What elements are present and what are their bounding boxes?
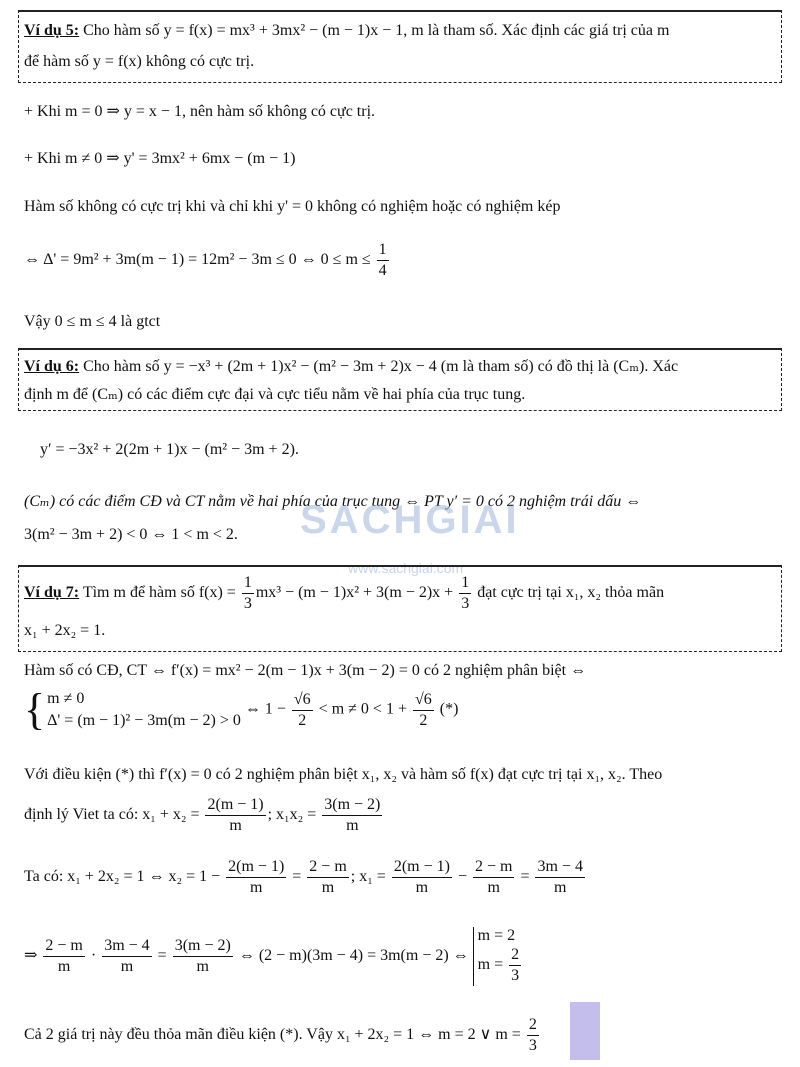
sol7-line-1: Hàm số có CĐ, CT ⇔ f′(x) = mx² − 2(m − 1)x + 3(m − 2) = 0 có 2 nghiệm phân biệt ⇔ — [24, 662, 587, 679]
example-5-label: Ví dụ 5: — [24, 22, 80, 39]
example-7-line-2: x₁ + 2x₂ = 1. — [24, 622, 106, 639]
sol5-line-4: ⇔ Δ' = 9m² + 3m(m − 1) = 12m² − 3m ≤ 0 ⇔ 0 ≤ m ≤ $\frac{1}{4}$ — [24, 241, 387, 279]
example-5-line-2: để hàm số y = f(x) không có cực trị. — [24, 53, 255, 70]
example-7-label: Ví dụ 7: — [24, 584, 80, 602]
sol5-line-5: Vậy 0 ≤ m ≤ 4 là gtct — [24, 313, 161, 330]
sol6-line-2: (Cₘ) có các điểm CĐ và CT nằm về hai phía của trục tung ⇔ PT y′ = 0 có 2 nghiệm trái dấu ⇔ — [24, 493, 642, 510]
example-6-line-2: định m để (Cₘ) có các điểm cực đại và cực tiểu nằm về hai phía của trục tung. — [24, 386, 526, 403]
watermark-url: www.sachgiai.com — [348, 560, 464, 576]
sol6-line-1: y′ = −3x² + 2(2m + 1)x − (m² − 3m + 2). — [40, 441, 299, 458]
sol7-line-3: Với điều kiện (*) thì f′(x) = 0 có 2 nghiệm phân biệt x₁, x₂ và hàm số f(x) đạt cực trị tại x₁, x₂. Theo — [24, 766, 663, 783]
highlight-mark — [570, 1002, 600, 1060]
sol5-line-3: Hàm số không có cực trị khi và chỉ khi y' = 0 không có nghiệm hoặc có nghiệm kép — [24, 198, 561, 215]
sol5-line-1: + Khi m = 0 ⇒ y = x − 1, nên hàm số không có cực trị. — [24, 103, 376, 120]
sol5-line-2: + Khi m ≠ 0 ⇒ y' = 3mx² + 6mx − (m − 1) — [24, 150, 296, 167]
example-5-line-1: Ví dụ 5: Cho hàm số y = f(x) = mx³ + 3mx² − (m − 1)x − 1, m là tham số. Xác định các giá trị của m — [24, 22, 670, 39]
fraction: $\frac{1}{4}$ — [378, 241, 387, 279]
sol7-line-5: Ta có: x₁ + 2x₂ = 1 ⇔ x₂ = 1 − $\frac{2(m - 1)}{m}$ = $\frac{2 - m}{m}$ ; x₁ = $\frac{2(m - 1)}{m}$ − $\frac{2 - m}{m}$ = $\frac{3m - 4}{m}$ — [24, 858, 583, 896]
watermark-logo: SACHGIAI — [300, 498, 520, 542]
sol7-line-4: định lý Viet ta có: x₁ + x₂ = $\frac{2(m - 1)}{m}$ ; x₁x₂ = $\frac{3(m - 2)}{m}$ — [24, 796, 381, 834]
sol7-line-2: { m ≠ 0 Δ' = (m − 1)² − 3m(m − 2) > 0 ⇔ 1 − $\frac{√6}{2}$ < m ≠ 0 < 1 + $\frac{√6}{2}$ (*) — [24, 685, 459, 734]
sol7-line-6: ⇒ $\frac{2 - m}{m}$ · $\frac{3m - 4}{m}$ = $\frac{3(m - 2)}{m}$ ⇔ (2 − m)(3m − 4) = 3m(m − 2) ⇔ m = 2 m = $\frac{2}{3}$ — [24, 927, 523, 986]
sol6-line-3: 3(m² − 3m + 2) < 0 ⇔ 1 < m < 2. — [24, 526, 238, 543]
example-6-label: Ví dụ 6: — [24, 358, 80, 375]
sol7-line-7: Cả 2 giá trị này đều thỏa mãn điều kiện (*). Vậy x₁ + 2x₂ = 1 ⇔ m = 2 ∨ m = $\frac{2}{3}$ — [24, 1016, 537, 1054]
example-7-line-1: Ví dụ 7: Tìm m để hàm số f(x) = $\frac{1}{3}$ mx³ − (m − 1)x² + 3(m − 2)x + $\frac{1}{3}$ đạt cực trị tại x₁, x₂ thỏa mãn — [24, 574, 665, 612]
example-6-line-1: Ví dụ 6: Cho hàm số y = −x³ + (2m + 1)x² − (m² − 3m + 2)x − 4 (m là tham số) có đồ thị là (Cₘ). Xác — [24, 358, 679, 375]
